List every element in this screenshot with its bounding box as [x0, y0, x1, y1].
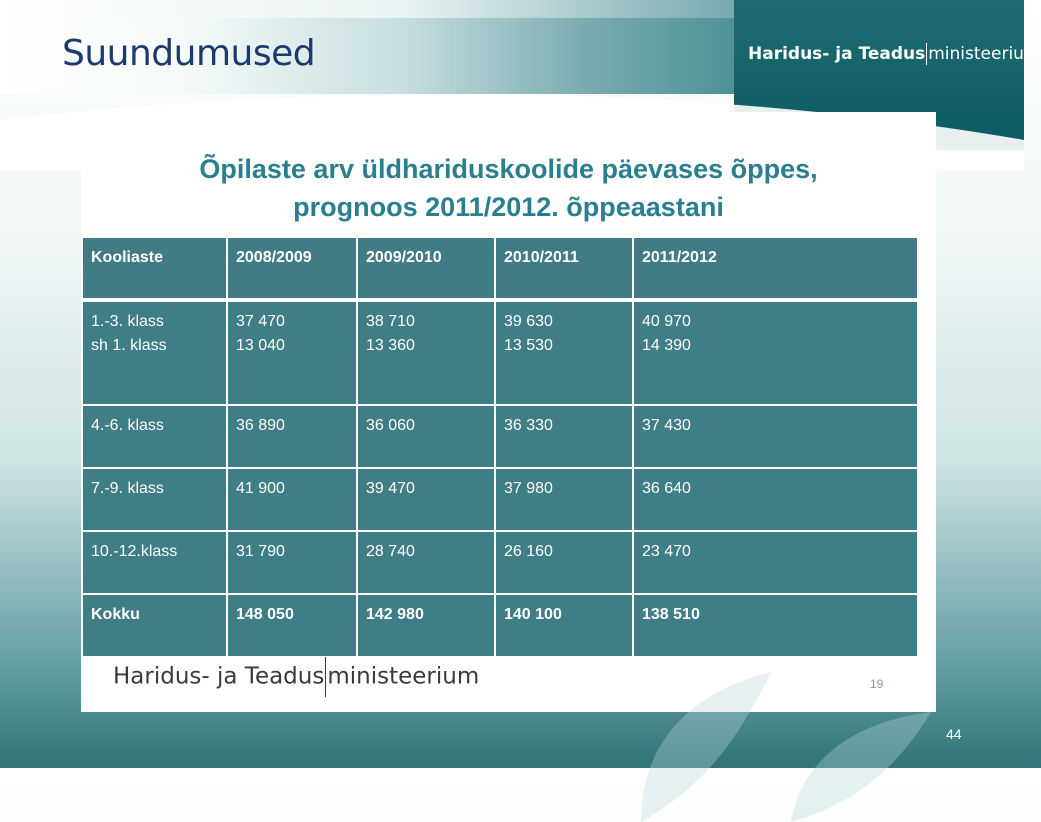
slide-number: 44	[946, 726, 962, 742]
value: 38 710	[366, 313, 415, 330]
leaf-decoration	[601, 652, 941, 822]
value-cell: 39 470	[357, 468, 495, 531]
row-label-cell: 7.-9. klass	[82, 468, 227, 531]
row-label-cell: 4.-6. klass	[82, 405, 227, 468]
value-cell: 37 430	[633, 405, 918, 468]
table-heading	[81, 150, 936, 226]
value-cell: 36 640	[633, 468, 918, 531]
header-cell: 2009/2010	[357, 237, 495, 300]
footer-logo	[113, 657, 479, 697]
header-cell: 2008/2009	[227, 237, 357, 300]
value-cell: 31 790	[227, 531, 357, 594]
value-cell: 28 740	[357, 531, 495, 594]
content-panel	[81, 112, 936, 712]
table-row	[82, 405, 918, 468]
header-cell: Kooliaste	[82, 237, 227, 300]
table-header-row	[82, 237, 918, 300]
table-row	[82, 531, 918, 594]
row-label-cell	[82, 300, 227, 405]
panel-page-number: 19	[870, 677, 884, 691]
value: 37 470	[236, 313, 285, 330]
header-cell: 2011/2012	[633, 237, 918, 300]
value: 40 970	[642, 313, 691, 330]
value-cell	[357, 300, 495, 405]
row-label: 1.-3. klass	[91, 313, 164, 330]
value-cell	[633, 300, 918, 405]
value-cell: 37 980	[495, 468, 633, 531]
slide-title: Suundumused	[62, 33, 316, 74]
subvalue: 13 040	[236, 337, 285, 354]
value-cell: 23 470	[633, 531, 918, 594]
row-label-cell: 10.-12.klass	[82, 531, 227, 594]
table-heading-line2: prognoos 2011/2012. õppeaastani	[293, 192, 724, 222]
row-sublabel: sh 1. klass	[91, 337, 167, 354]
total-value-cell: 138 510	[633, 594, 918, 657]
total-value-cell: 140 100	[495, 594, 633, 657]
subvalue: 13 530	[504, 337, 553, 354]
value-cell: 26 160	[495, 531, 633, 594]
total-value-cell: 148 050	[227, 594, 357, 657]
value: 39 630	[504, 313, 553, 330]
table-heading-line1: Õpilaste arv üldhariduskoolide päevases õppes,	[199, 154, 818, 184]
student-count-table	[81, 236, 919, 658]
header-cell: 2010/2011	[495, 237, 633, 300]
value-cell: 36 060	[357, 405, 495, 468]
footer-logo-part2: ministeerium	[327, 663, 480, 690]
table-row	[82, 300, 918, 405]
total-value-cell: 142 980	[357, 594, 495, 657]
header-logo	[748, 43, 1041, 65]
value-cell: 41 900	[227, 468, 357, 531]
header-logo-part1: Haridus- ja Teadus	[748, 44, 926, 64]
subvalue: 13 360	[366, 337, 415, 354]
table-row	[82, 468, 918, 531]
value-cell: 36 890	[227, 405, 357, 468]
value-cell	[495, 300, 633, 405]
header-logo-part2: ministeerium	[928, 44, 1041, 64]
footer-logo-part1: Haridus- ja Teadus	[113, 663, 325, 690]
value-cell	[227, 300, 357, 405]
total-label-cell: Kokku	[82, 594, 227, 657]
table-total-row	[82, 594, 918, 657]
value-cell: 36 330	[495, 405, 633, 468]
subvalue: 14 390	[642, 337, 691, 354]
